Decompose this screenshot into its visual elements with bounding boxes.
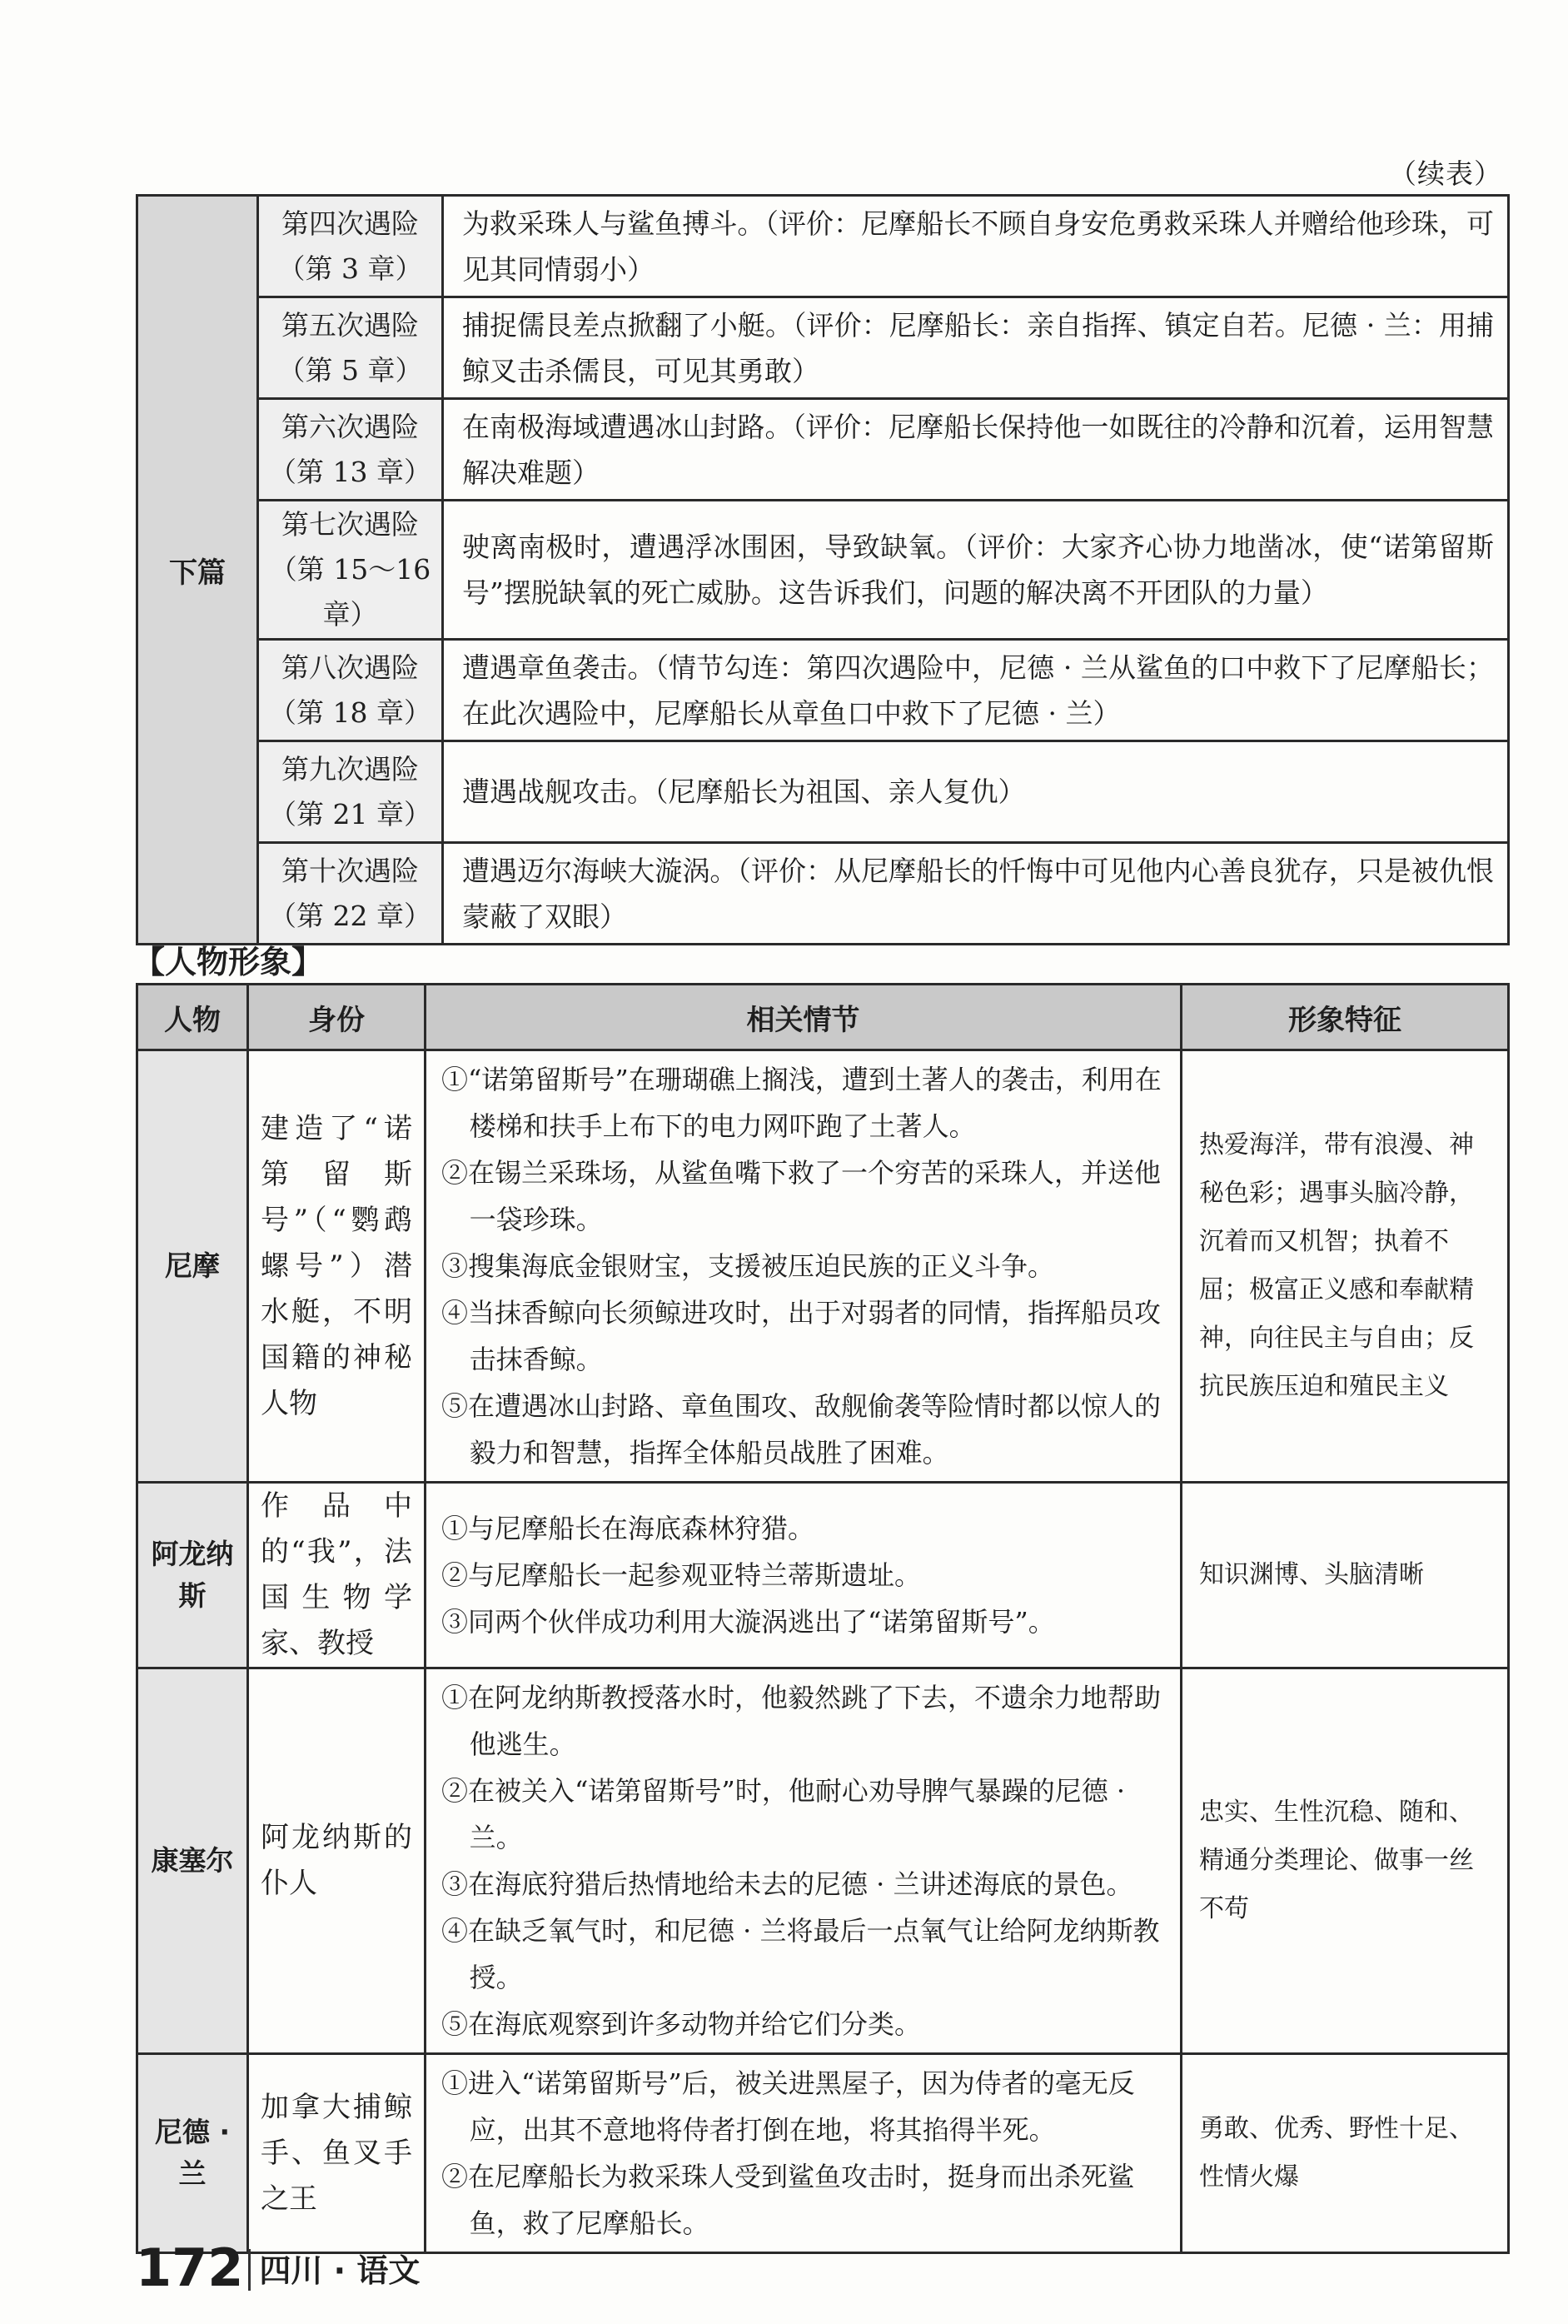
plot-item: ②在被关入“诺第留斯号”时，他耐心劝导脾气暴躁的尼德 · 兰。: [441, 1775, 1126, 1853]
encounter-title: 第八次遇险: [281, 651, 419, 684]
character-identity: 建造了“诺第留斯号”（“鹦鹉螺号”）潜水艇，不明国籍的神秘人物: [248, 1050, 426, 1483]
plot-item: ②与尼摩船长一起参观亚特兰蒂斯遗址。: [441, 1559, 922, 1591]
character-traits: 勇敢、优秀、野性十足、性情火爆: [1182, 2054, 1509, 2253]
plot-item: ①与尼摩船长在海底森林狩猎。: [441, 1513, 815, 1544]
encounter-chapter: （第 3 章）: [277, 252, 423, 285]
character-plot: [426, 2054, 1182, 2253]
character-traits: 热爱海洋，带有浪漫、神秘色彩；遇事头脑冷静，沉着而又机智；执着不屈；极富正义感和奉献精神，向往民主与自由；反抗民族压迫和殖民主义: [1182, 1050, 1509, 1483]
table-row: [137, 843, 1509, 945]
header-traits: 形象特征: [1182, 985, 1509, 1050]
table-row: [137, 2054, 1509, 2253]
continued-table-note: （续表）: [1389, 157, 1502, 190]
table-row: [137, 1483, 1509, 1668]
plot-item: ①在阿龙纳斯教授落水时，他毅然跳了下去，不遗余力地帮助他逃生。: [441, 1682, 1162, 1760]
encounter-description: 遭遇迈尔海峡大漩涡。（评价：从尼摩船长的忏悔中可见他内心善良犹存，只是被仇恨蒙蔽了双眼）: [443, 843, 1509, 945]
character-plot: [426, 1483, 1182, 1668]
encounter-description: 驶离南极时，遭遇浮冰围困，导致缺氧。（评价：大家齐心协力地凿冰，使“诺第留斯号”摆脱缺氧的死亡威胁。这告诉我们，问题的解决离不开团队的力量）: [443, 501, 1509, 640]
page-number: 172: [136, 2237, 244, 2298]
encounter-title: 第四次遇险: [281, 207, 419, 240]
header-character: 人物: [137, 985, 248, 1050]
plot-item: ⑤在海底观察到许多动物并给它们分类。: [441, 2008, 922, 2040]
encounter-title: 第六次遇险: [281, 410, 419, 443]
encounter-name: [258, 741, 443, 843]
encounter-chapter: （第 15～16 章）: [269, 553, 431, 631]
encounter-name: [258, 640, 443, 741]
header-identity: 身份: [248, 985, 426, 1050]
character-identity: 作品中的“我”，法国生物学家、教授: [248, 1483, 426, 1668]
table-row: [137, 1668, 1509, 2054]
encounter-description: 捕捉儒艮差点掀翻了小艇。（评价：尼摩船长：亲自指挥、镇定自若。尼德 · 兰：用捕鲸叉击杀儒艮，可见其勇敢）: [443, 297, 1509, 399]
plot-item: ⑤在遭遇冰山封路、章鱼围攻、敌舰偷袭等险情时都以惊人的毅力和智慧，指挥全体船员战胜了困难。: [441, 1390, 1162, 1469]
character-plot: [426, 1050, 1182, 1483]
table-row: [137, 741, 1509, 843]
table-row: [137, 640, 1509, 741]
plot-item: ③搜集海底金银财宝，支援被压迫民族的正义斗争。: [441, 1250, 1055, 1282]
encounter-chapter: （第 5 章）: [277, 353, 423, 387]
character-name: 尼摩: [137, 1050, 248, 1483]
encounter-chapter: （第 18 章）: [269, 696, 431, 729]
encounter-title: 第十次遇险: [281, 854, 419, 887]
characters-table: [136, 983, 1510, 2254]
character-plot: [426, 1668, 1182, 2054]
encounter-description: 在南极海域遭遇冰山封路。（评价：尼摩船长保持他一如既往的冷静和沉着，运用智慧解决难题）: [443, 399, 1509, 501]
character-traits: 知识渊博、头脑清晰: [1182, 1483, 1509, 1668]
book-label: 四川 · 语文: [259, 2252, 421, 2289]
encounter-chapter: （第 21 章）: [269, 797, 431, 830]
plot-item: ①“诺第留斯号”在珊瑚礁上搁浅，遭到土著人的袭击，利用在楼梯和扶手上布下的电力网吓跑了土著人。: [441, 1064, 1162, 1142]
encounter-description: 遭遇战舰攻击。（尼摩船长为祖国、亲人复仇）: [443, 741, 1509, 843]
plot-item: ②在尼摩船长为救采珠人受到鲨鱼攻击时，挺身而出杀死鲨鱼，救了尼摩船长。: [441, 2161, 1135, 2239]
table-row: [137, 196, 1509, 297]
encounter-name: [258, 297, 443, 399]
encounter-name: [258, 843, 443, 945]
table-header-row: [137, 985, 1509, 1050]
plot-item: ④当抹香鲸向长须鲸进攻时，出于对弱者的同情，指挥船员攻击抹香鲸。: [441, 1297, 1162, 1375]
table-row: [137, 1050, 1509, 1483]
encounter-name: [258, 196, 443, 297]
encounter-description: 为救采珠人与鲨鱼搏斗。（评价：尼摩船长不顾自身安危勇救采珠人并赠给他珍珠，可见其同情弱小）: [443, 196, 1509, 297]
table-row: [137, 501, 1509, 640]
table-row: [137, 399, 1509, 501]
plot-item: ③同两个伙伴成功利用大漩涡逃出了“诺第留斯号”。: [441, 1606, 1055, 1638]
encounter-name: [258, 501, 443, 640]
encounter-title: 第七次遇险: [281, 508, 419, 541]
part-label: 下篇: [137, 196, 258, 945]
page-footer: [136, 2237, 421, 2298]
plot-item: ③在海底狩猎后热情地给未去的尼德 · 兰讲述海底的景色。: [441, 1868, 1133, 1900]
table-row: [137, 297, 1509, 399]
encounter-name: [258, 399, 443, 501]
character-name: 阿龙纳斯: [137, 1483, 248, 1668]
character-section-title: 【人物形象】: [133, 944, 324, 980]
encounters-table: [136, 194, 1510, 945]
header-plot: 相关情节: [426, 985, 1182, 1050]
footer-divider: [248, 2249, 251, 2291]
encounter-chapter: （第 13 章）: [269, 455, 431, 488]
encounter-description: 遭遇章鱼袭击。（情节勾连：第四次遇险中，尼德 · 兰从鲨鱼的口中救下了尼摩船长；在此次遇险中，尼摩船长从章鱼口中救下了尼德 · 兰）: [443, 640, 1509, 741]
plot-item: ④在缺乏氧气时，和尼德 · 兰将最后一点氧气让给阿龙纳斯教授。: [441, 1915, 1160, 1993]
encounter-title: 第五次遇险: [281, 308, 419, 342]
encounter-title: 第九次遇险: [281, 752, 419, 785]
character-identity: 加拿大捕鲸手、鱼叉手之王: [248, 2054, 426, 2253]
character-identity: 阿龙纳斯的仆人: [248, 1668, 426, 2054]
plot-item: ①进入“诺第留斯号”后，被关进黑屋子，因为侍者的毫无反应，出其不意地将侍者打倒在地，将其掐得半死。: [441, 2067, 1135, 2146]
character-name: 康塞尔: [137, 1668, 248, 2054]
character-traits: 忠实、生性沉稳、随和、精通分类理论、做事一丝不苟: [1182, 1668, 1509, 2054]
encounter-chapter: （第 22 章）: [269, 899, 431, 932]
character-name: 尼德 · 兰: [137, 2054, 248, 2253]
plot-item: ②在锡兰采珠场，从鲨鱼嘴下救了一个穷苦的采珠人，并送他一袋珍珠。: [441, 1157, 1162, 1235]
